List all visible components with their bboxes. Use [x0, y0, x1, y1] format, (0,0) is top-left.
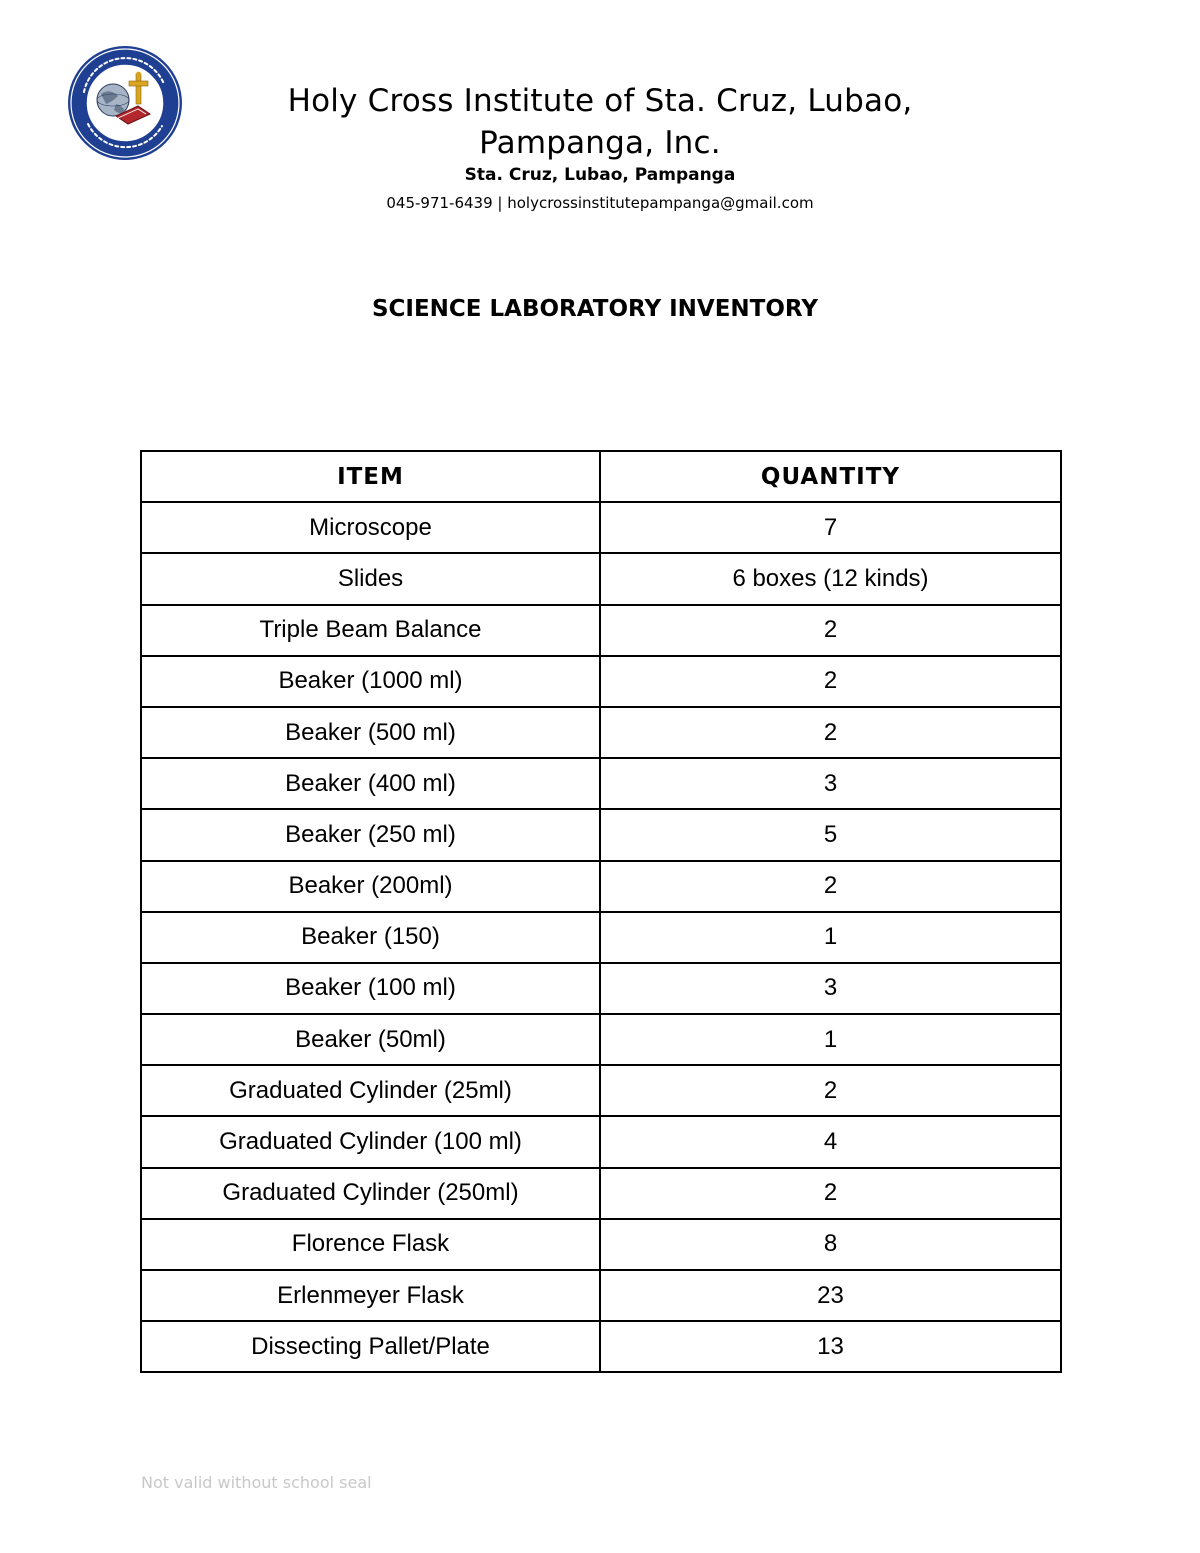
quantity-cell: 6 boxes (12 kinds) — [600, 553, 1061, 604]
item-cell: Beaker (1000 ml) — [141, 656, 600, 707]
column-header-quantity: QUANTITY — [600, 451, 1061, 502]
footer-validity-note: Not valid without school seal — [141, 1473, 372, 1492]
table-header-row — [141, 451, 1061, 502]
item-cell: Beaker (100 ml) — [141, 963, 600, 1014]
item-cell: Erlenmeyer Flask — [141, 1270, 600, 1321]
item-cell: Triple Beam Balance — [141, 605, 600, 656]
table-row — [141, 553, 1061, 604]
table-row — [141, 1321, 1061, 1372]
table-row — [141, 605, 1061, 656]
item-cell: Florence Flask — [141, 1219, 600, 1270]
item-cell: Graduated Cylinder (250ml) — [141, 1168, 600, 1219]
quantity-cell: 2 — [600, 861, 1061, 912]
column-header-item: ITEM — [141, 451, 600, 502]
item-cell: Beaker (150) — [141, 912, 600, 963]
table-row — [141, 1014, 1061, 1065]
item-cell: Slides — [141, 553, 600, 604]
seal-graphic — [66, 44, 184, 162]
quantity-cell: 23 — [600, 1270, 1061, 1321]
item-cell: Microscope — [141, 502, 600, 553]
quantity-cell: 5 — [600, 809, 1061, 860]
table-row — [141, 1065, 1061, 1116]
item-cell: Beaker (250 ml) — [141, 809, 600, 860]
table-row — [141, 502, 1061, 553]
inventory-table — [140, 450, 1062, 1373]
quantity-cell: 1 — [600, 912, 1061, 963]
quantity-cell: 3 — [600, 758, 1061, 809]
item-cell: Beaker (400 ml) — [141, 758, 600, 809]
table-row — [141, 758, 1061, 809]
item-cell: Beaker (500 ml) — [141, 707, 600, 758]
quantity-cell: 2 — [600, 656, 1061, 707]
item-cell: Beaker (50ml) — [141, 1014, 600, 1065]
school-contact: 045-971-6439 | holycrossinstitutepampanga@gmail.com — [386, 194, 814, 212]
quantity-cell: 13 — [600, 1321, 1061, 1372]
quantity-cell: 4 — [600, 1116, 1061, 1167]
table-row — [141, 963, 1061, 1014]
item-cell: Dissecting Pallet/Plate — [141, 1321, 600, 1372]
table-row — [141, 1270, 1061, 1321]
table-row — [141, 1168, 1061, 1219]
quantity-cell: 2 — [600, 707, 1061, 758]
quantity-cell: 7 — [600, 502, 1061, 553]
quantity-cell: 2 — [600, 605, 1061, 656]
document-title: SCIENCE LABORATORY INVENTORY — [371, 296, 819, 322]
table-row — [141, 912, 1061, 963]
quantity-cell: 2 — [600, 1065, 1061, 1116]
table-row — [141, 1116, 1061, 1167]
quantity-cell: 1 — [600, 1014, 1061, 1065]
item-cell: Graduated Cylinder (100 ml) — [141, 1116, 600, 1167]
table-row — [141, 1219, 1061, 1270]
school-name: Holy Cross Institute of Sta. Cruz, Lubao, Pampanga, Inc. — [287, 83, 913, 161]
school-address: Sta. Cruz, Lubao, Pampanga — [464, 165, 736, 185]
quantity-cell: 3 — [600, 963, 1061, 1014]
item-cell: Beaker (200ml) — [141, 861, 600, 912]
table-row — [141, 707, 1061, 758]
table-row — [141, 809, 1061, 860]
quantity-cell: 2 — [600, 1168, 1061, 1219]
table-row — [141, 861, 1061, 912]
table-row — [141, 656, 1061, 707]
item-cell: Graduated Cylinder (25ml) — [141, 1065, 600, 1116]
quantity-cell: 8 — [600, 1219, 1061, 1270]
school-seal-logo — [66, 44, 184, 162]
